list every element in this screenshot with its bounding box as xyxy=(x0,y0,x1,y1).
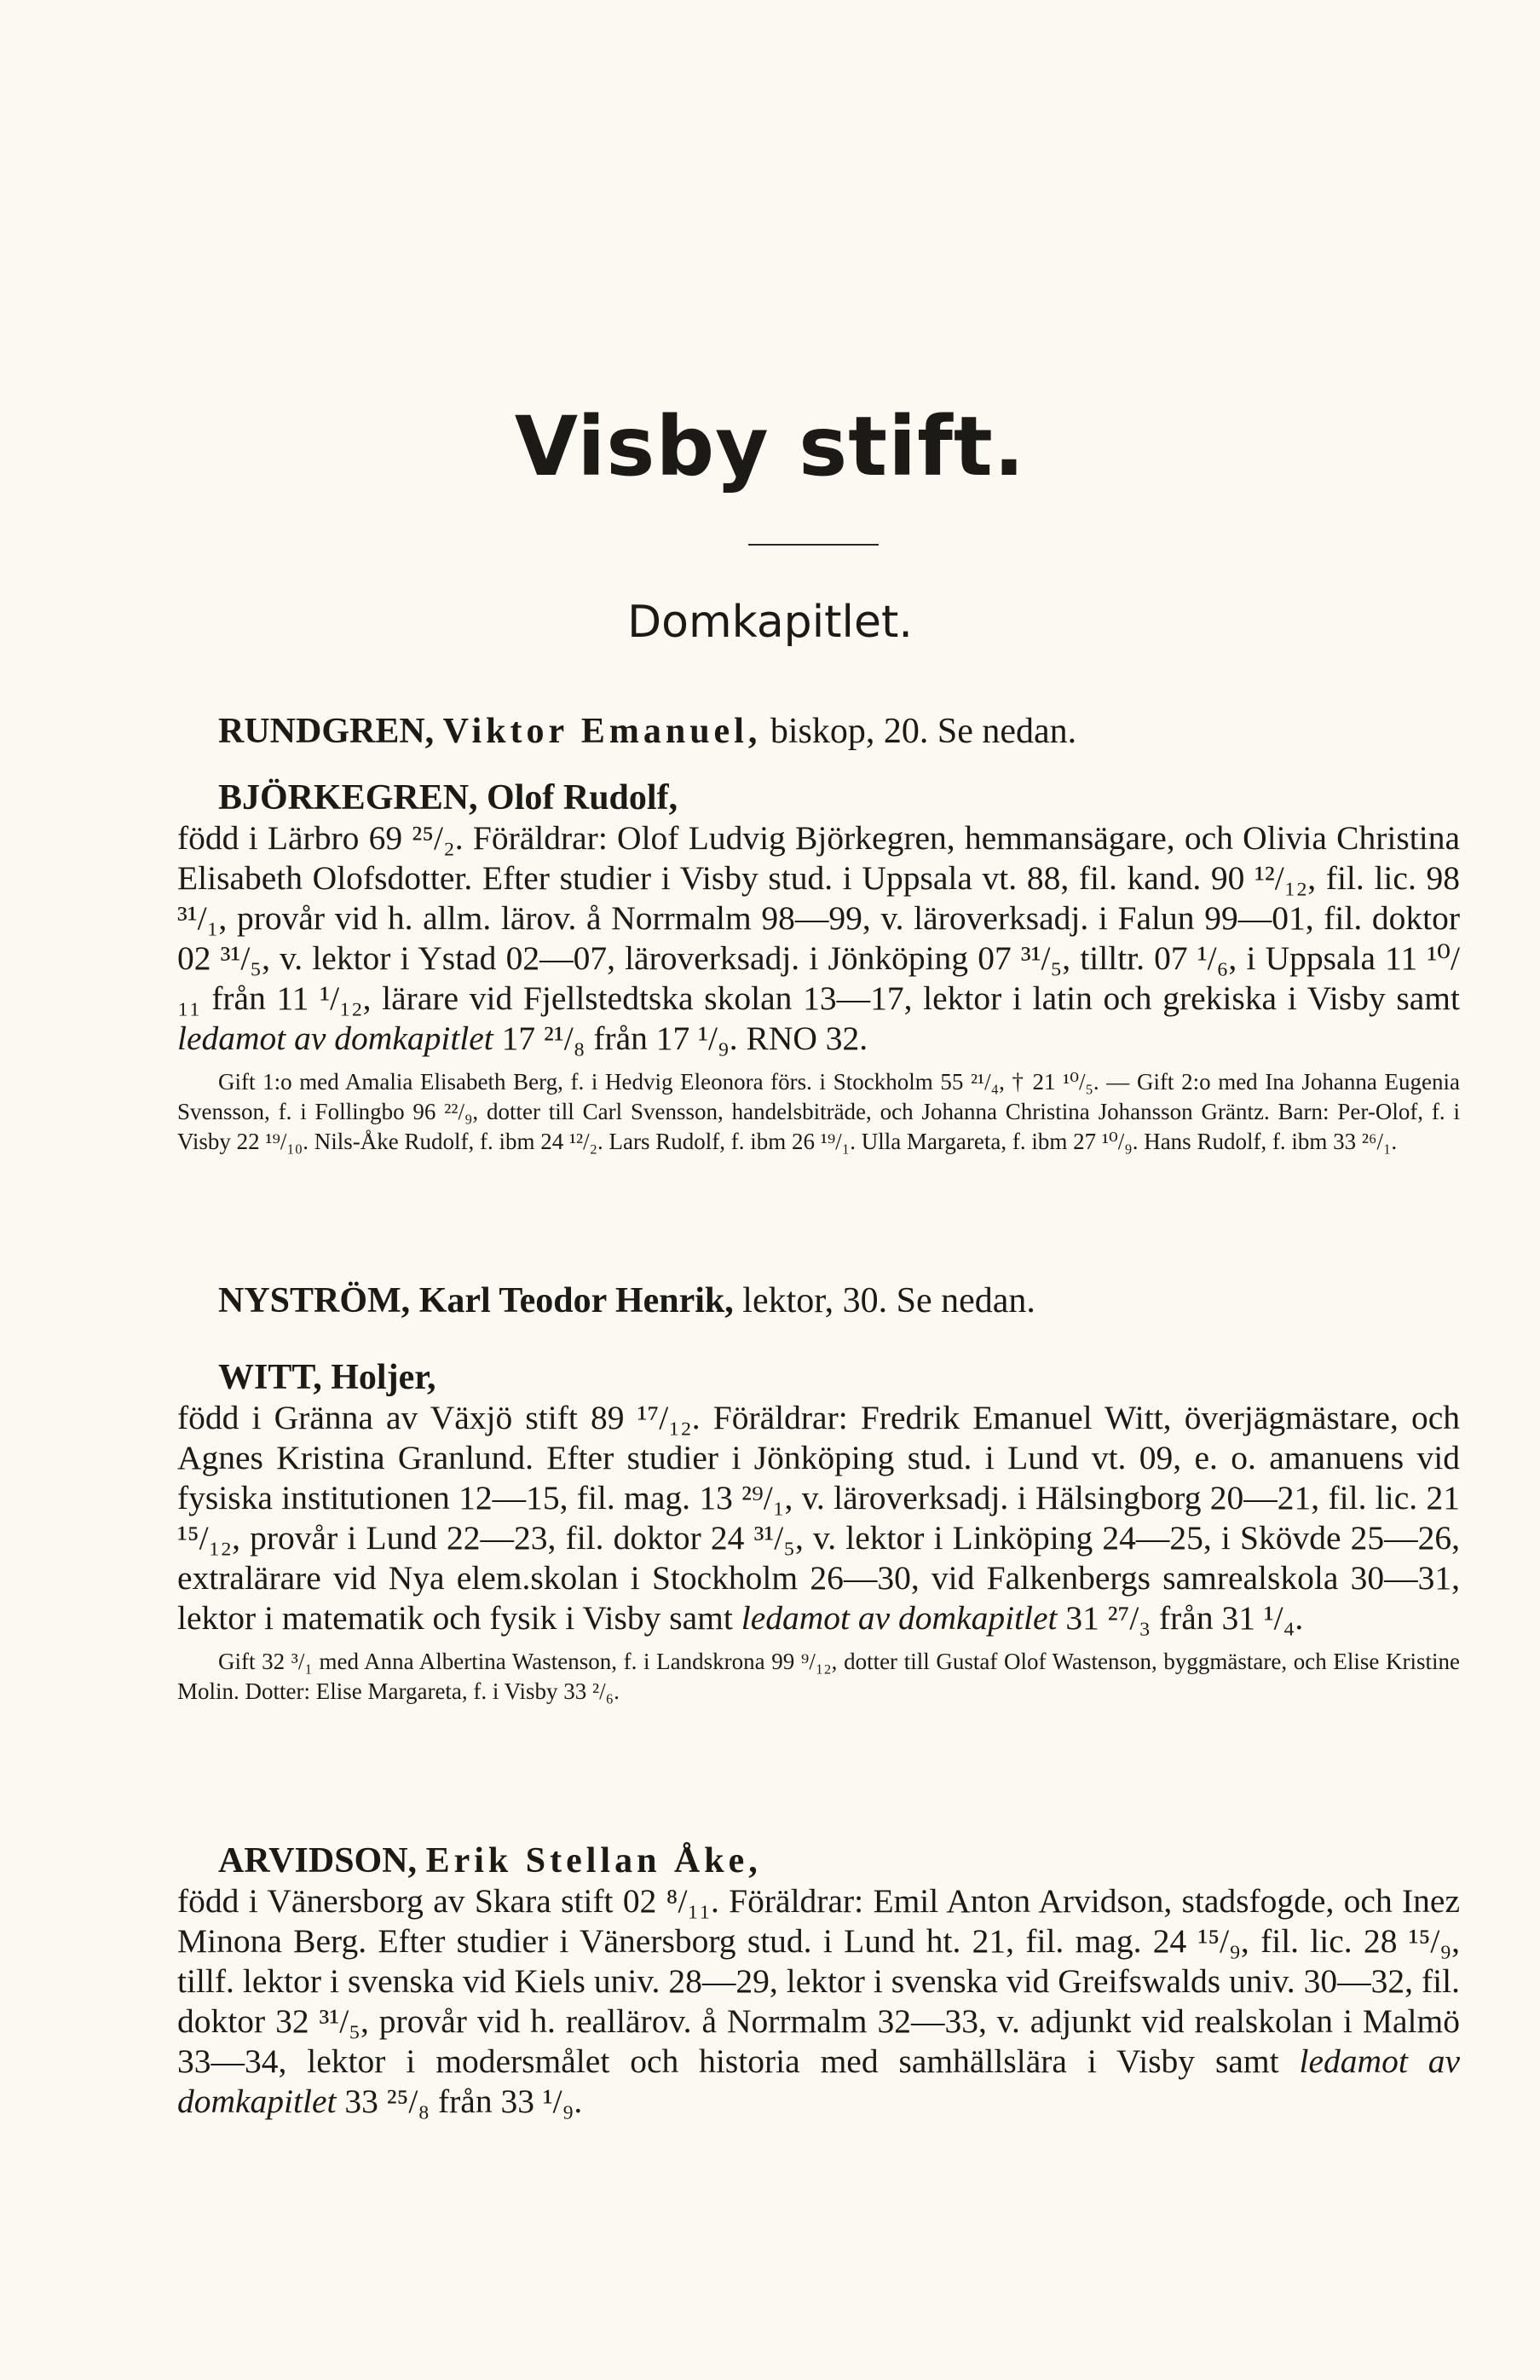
entry-given-name: Viktor Emanuel, xyxy=(442,712,762,751)
entry-family-note: Gift 32 ³/₁ med Anna Albertina Wastenson, f. i Landskrona 99 ⁹/₁₂, dotter till Gustaf Olof Wastenson, byggmästare, och Elise Kristine Molin. Dotter: Elise Margareta, f. i Visby 33 ²/₆. xyxy=(177,1649,1460,1704)
biography-italic: ledamot av domkapitlet xyxy=(177,1020,493,1057)
entry-heading xyxy=(177,712,1460,752)
entry-rundgren xyxy=(177,712,1460,752)
entry-nystrom xyxy=(177,1281,1460,1321)
entry-bjorkegren xyxy=(177,778,1460,1157)
entry-given-name: Erik Stellan Åke, xyxy=(425,1841,762,1880)
entry-surname: RUNDGREN, xyxy=(218,712,435,751)
entry-biography xyxy=(177,1398,1460,1638)
entry-given-name: Holjer, xyxy=(331,1358,436,1397)
entry-summary: biskop, 20. Se nedan. xyxy=(770,712,1077,751)
biography-text: född i Lärbro 69 ²⁵/₂. Föräldrar: Olof Ludvig Björkegren, hemmansägare, och Olivia Christina Elisabeth Olofsdotter. Efter studier i Visby stud. i Uppsala vt. 88, fil. kand. 90 ¹²/₁₂, fil. lic. 98 ³¹/₁, provår vid h. allm. lärov. å Norrmalm 98—99, v. läroverksadj. i Falun 99—01, fil. doktor 02 ³¹/₅, v. lektor i Ystad 02—07, läroverksadj. i Jönköping 07 ³¹/₅, tilltr. 07 ¹/₆, i Uppsala 11 ¹⁰/₁₁ från 11 ¹/₁₂, lärare vid Fjellstedtska skolan 13—17, lektor i latin och grekiska i Visby samt xyxy=(177,819,1460,1017)
section-title: Domkapitlet. xyxy=(627,597,913,648)
entry-witt xyxy=(177,1358,1460,1707)
entry-heading xyxy=(177,1281,1460,1321)
biography-italic: ledamot av domkapitlet xyxy=(741,1599,1058,1637)
entry-given-name: Olof Rudolf, xyxy=(487,778,678,817)
entry-surname: BJÖRKEGREN, xyxy=(218,778,478,817)
entry-surname: WITT, xyxy=(218,1358,322,1397)
entry-heading xyxy=(177,778,1460,818)
biography-end: 17 ²¹/₈ från 17 ¹/₉. RNO 32. xyxy=(501,1020,868,1057)
page-title: Visby stift. xyxy=(514,399,1026,494)
entry-surname: ARVIDSON, xyxy=(218,1841,418,1880)
entry-heading xyxy=(177,1358,1460,1398)
entry-surname: NYSTRÖM, xyxy=(218,1281,411,1320)
biography-end: 33 ²⁵/₈ från 33 ¹/₉. xyxy=(344,2082,583,2120)
entry-arvidson xyxy=(177,1841,1460,2122)
entry-family-note: Gift 1:o med Amalia Elisabeth Berg, f. i Hedvig Eleonora förs. i Stockholm 55 ²¹/₄, † 21 ¹⁰/₅. — Gift 2:o med Ina Johanna Eugenia Svensson, f. i Follingbo 96 ²²/₉, dotter till Carl Svensson, handelsbiträde, och Johanna Christina Johansson Gräntz. Barn: Per-Olof, f. i Visby 22 ¹⁹/₁₀. Nils-Åke Rudolf, f. ibm 24 ¹²/₂. Lars Rudolf, f. ibm 26 ¹⁹/₁. Ulla Margareta, f. ibm 27 ¹⁰/₉. Hans Rudolf, f. ibm 33 ²⁶/₁. xyxy=(177,1069,1460,1154)
entry-biography xyxy=(177,818,1460,1059)
entry-biography xyxy=(177,1881,1460,2122)
entry-given-name: Karl Teodor Henrik, xyxy=(418,1281,734,1320)
title-divider xyxy=(748,544,879,546)
biography-text: född i Gränna av Växjö stift 89 ¹⁷/₁₂. Föräldrar: Fredrik Emanuel Witt, överjägmästare, och Agnes Kristina Granlund. Efter studier i Jönköping stud. i Lund vt. 09, e. o. amanuens vid fysiska institutionen 12—15, fil. mag. 13 ²⁹/₁, v. läroverksadj. i Hälsingborg 20—21, fil. lic. 21 ¹⁵/₁₂, provår i Lund 22—23, fil. doktor 24 ³¹/₅, v. lektor i Linköping 24—25, i Skövde 25—26, extralärare vid Nya elem.skolan i Stockholm 26—30, vid Falkenbergs samrealskola 30—31, lektor i matematik och fysik i Visby samt xyxy=(177,1399,1460,1637)
entry-summary: lektor, 30. Se nedan. xyxy=(742,1281,1035,1320)
biography-text: född i Vänersborg av Skara stift 02 ⁸/₁₁. Föräldrar: Emil Anton Arvidson, stadsfogde, och Inez Minona Berg. Efter studier i Vänersborg stud. i Lund ht. 21, fil. mag. 24 ¹⁵/₉, fil. lic. 28 ¹⁵/₉, tillf. lektor i svenska vid Kiels univ. 28—29, lektor i svenska vid Greifswalds univ. 30—32, fil. doktor 32 ³¹/₅, provår vid h. reallärov. å Norrmalm 32—33, v. adjunkt vid realskolan i Malmö 33—34, lektor i modersmålet och historia med samhällslära i Visby samt xyxy=(177,1882,1460,2080)
biography-end: 31 ²⁷/₃ från 31 ¹/₄. xyxy=(1065,1599,1304,1637)
entry-heading xyxy=(177,1841,1460,1881)
biography-italic: ledamot av domkapitlet xyxy=(177,2042,1460,2120)
